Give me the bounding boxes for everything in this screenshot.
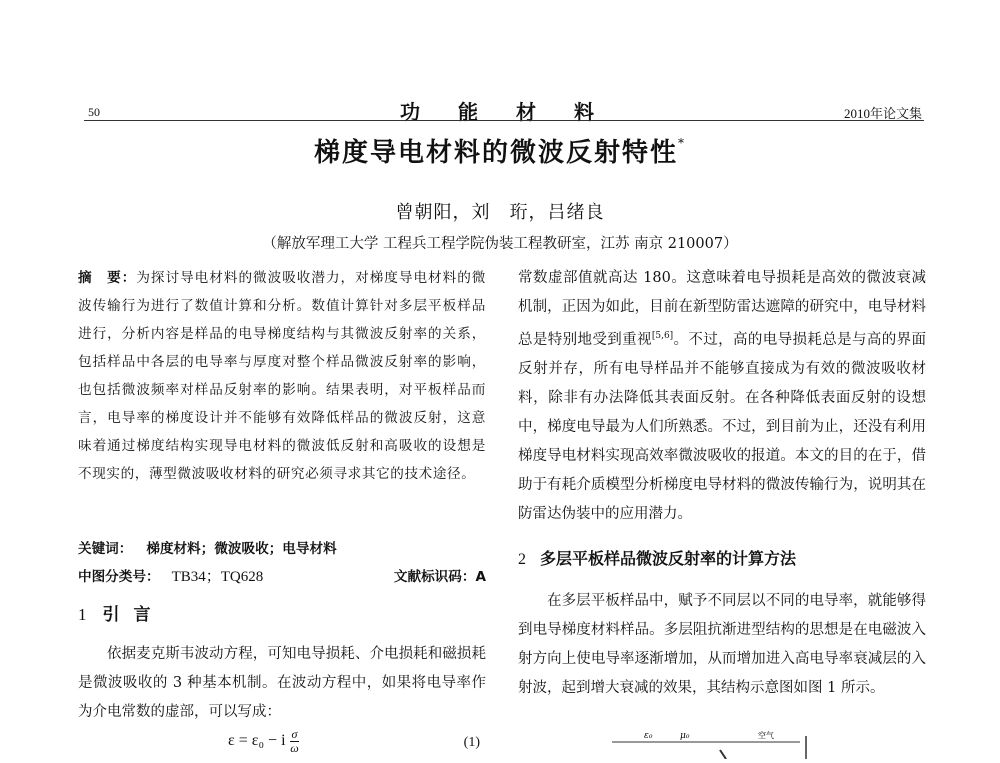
- abstract-label: 摘 要：: [78, 270, 137, 286]
- abstract-text: 为探讨导电材料的微波吸收潜力，对梯度导电材料的微波传输行为进行了数值计算和分析。数值计算针对多层平板样品进行，分析内容是样品的电导梯度结构与其微波反射率的关系，包括样品中各层的电导率与厚度对整个样品微波反射率的影响，也包括微波频率对样品反射率的影响。结果表明，对平板样品而言，电导率的梯度设计并不能够有效降低样品的微波反射，这意味着通过梯度结构实现导电材料的微波低反射和高吸收的设想是不现实的，薄型微波吸收材料的研究必须寻求其它的技术途径。: [78, 270, 486, 482]
- section-1-title: 引言: [102, 605, 165, 625]
- section-2-title: 多层平板样品微波反射率的计算方法: [540, 549, 797, 568]
- equation-fraction: [290, 728, 300, 755]
- section-2-heading: [518, 546, 796, 569]
- figure-label-epsilon: ε₀: [644, 731, 653, 741]
- keywords-label: 关键词：: [78, 541, 133, 557]
- paragraph-text-after-citation: 。不过，高的电导损耗总是与高的界面反射并存，所有电导样品并不能够直接成为有效的微波吸收材料，除非有办法降低其表面反射。在各种降低表面反射的设想中，梯度电导最为人们所熟悉。不过，到目前为止，还没有利用梯度导电材料实现高效率微波吸收的报道。本文的目的在于，借助于有耗介质模型分析梯度电导材料的微波传输行为，说明其在防雷达伪装中的应用潜力。: [518, 331, 926, 522]
- header-rule: [84, 120, 924, 121]
- section-2-number: 2: [518, 551, 526, 568]
- section-1-paragraph: 依据麦克斯韦波动方程，可知电导损耗、介电损耗和磁损耗是微波吸收的 3 种基本机制。在波动方程中，如果将电导率作为介电常数的虚部，可以写成：: [78, 646, 486, 720]
- clc-label: 中图分类号：: [78, 569, 160, 585]
- clc-value: TB34；TQ628: [171, 569, 264, 585]
- classification: [78, 565, 486, 586]
- affiliation: （解放军理工大学 工程兵工程学院伪装工程教研室，江苏 南京 210007）: [262, 236, 738, 252]
- right-column-paragraph: [518, 264, 926, 529]
- equation-1: [228, 728, 486, 759]
- figure-label-air: 空气: [758, 731, 774, 740]
- section-2-paragraph: 在多层平板样品中，赋予不同层以不同的电导率，就能够得到电导梯度材料样品。多层阻抗渐进型结构的思想是在电磁波入射方向上使电导率逐渐增加，从而增加进入高电导率衰减层的入射波，起到增大衰减的效果，其结构示意图如图 1 所示。: [518, 593, 926, 696]
- abstract: [78, 264, 486, 488]
- title-footnote-mark: *: [678, 136, 686, 151]
- citation: [5,6]: [651, 331, 674, 341]
- paragraph-text-before-citation: 常数虚部值就高达 180。这意味着电导损耗是高效的微波衰减机制，正因为如此，目前在新型防雷达遮障的研究中，电导材料总是特别地受到重视: [518, 270, 926, 348]
- journal-title: 功能材料: [400, 100, 632, 124]
- document-code: 文献标识码：A: [393, 569, 486, 585]
- keywords-value: 梯度材料；微波吸收；电导材料: [146, 541, 337, 557]
- equation-lhs: ε = ε₀ − i: [228, 732, 286, 750]
- figure-1-diagram: [610, 726, 830, 759]
- equation-number: (1): [463, 735, 480, 750]
- section-1-body: [78, 640, 486, 727]
- section-1-number: 1: [78, 605, 87, 624]
- section-1-heading: [78, 600, 165, 625]
- keywords: [78, 537, 337, 557]
- figure-incident-arrow: [720, 750, 726, 759]
- figure-label-mu: μ₀: [680, 731, 690, 741]
- paper-title: [0, 132, 1000, 169]
- figure-1-svg: [610, 726, 830, 759]
- paper-title-text: 梯度导电材料的微波反射特性: [313, 138, 678, 168]
- page-number: 50: [88, 105, 100, 119]
- section-2-body: [518, 587, 926, 703]
- authors: 曾朝阳，刘 珩，吕绪良: [395, 202, 605, 223]
- volume-info: 2010年论文集: [843, 106, 922, 121]
- equation-numerator: σ: [291, 728, 298, 741]
- equation-denominator: ω: [290, 741, 299, 755]
